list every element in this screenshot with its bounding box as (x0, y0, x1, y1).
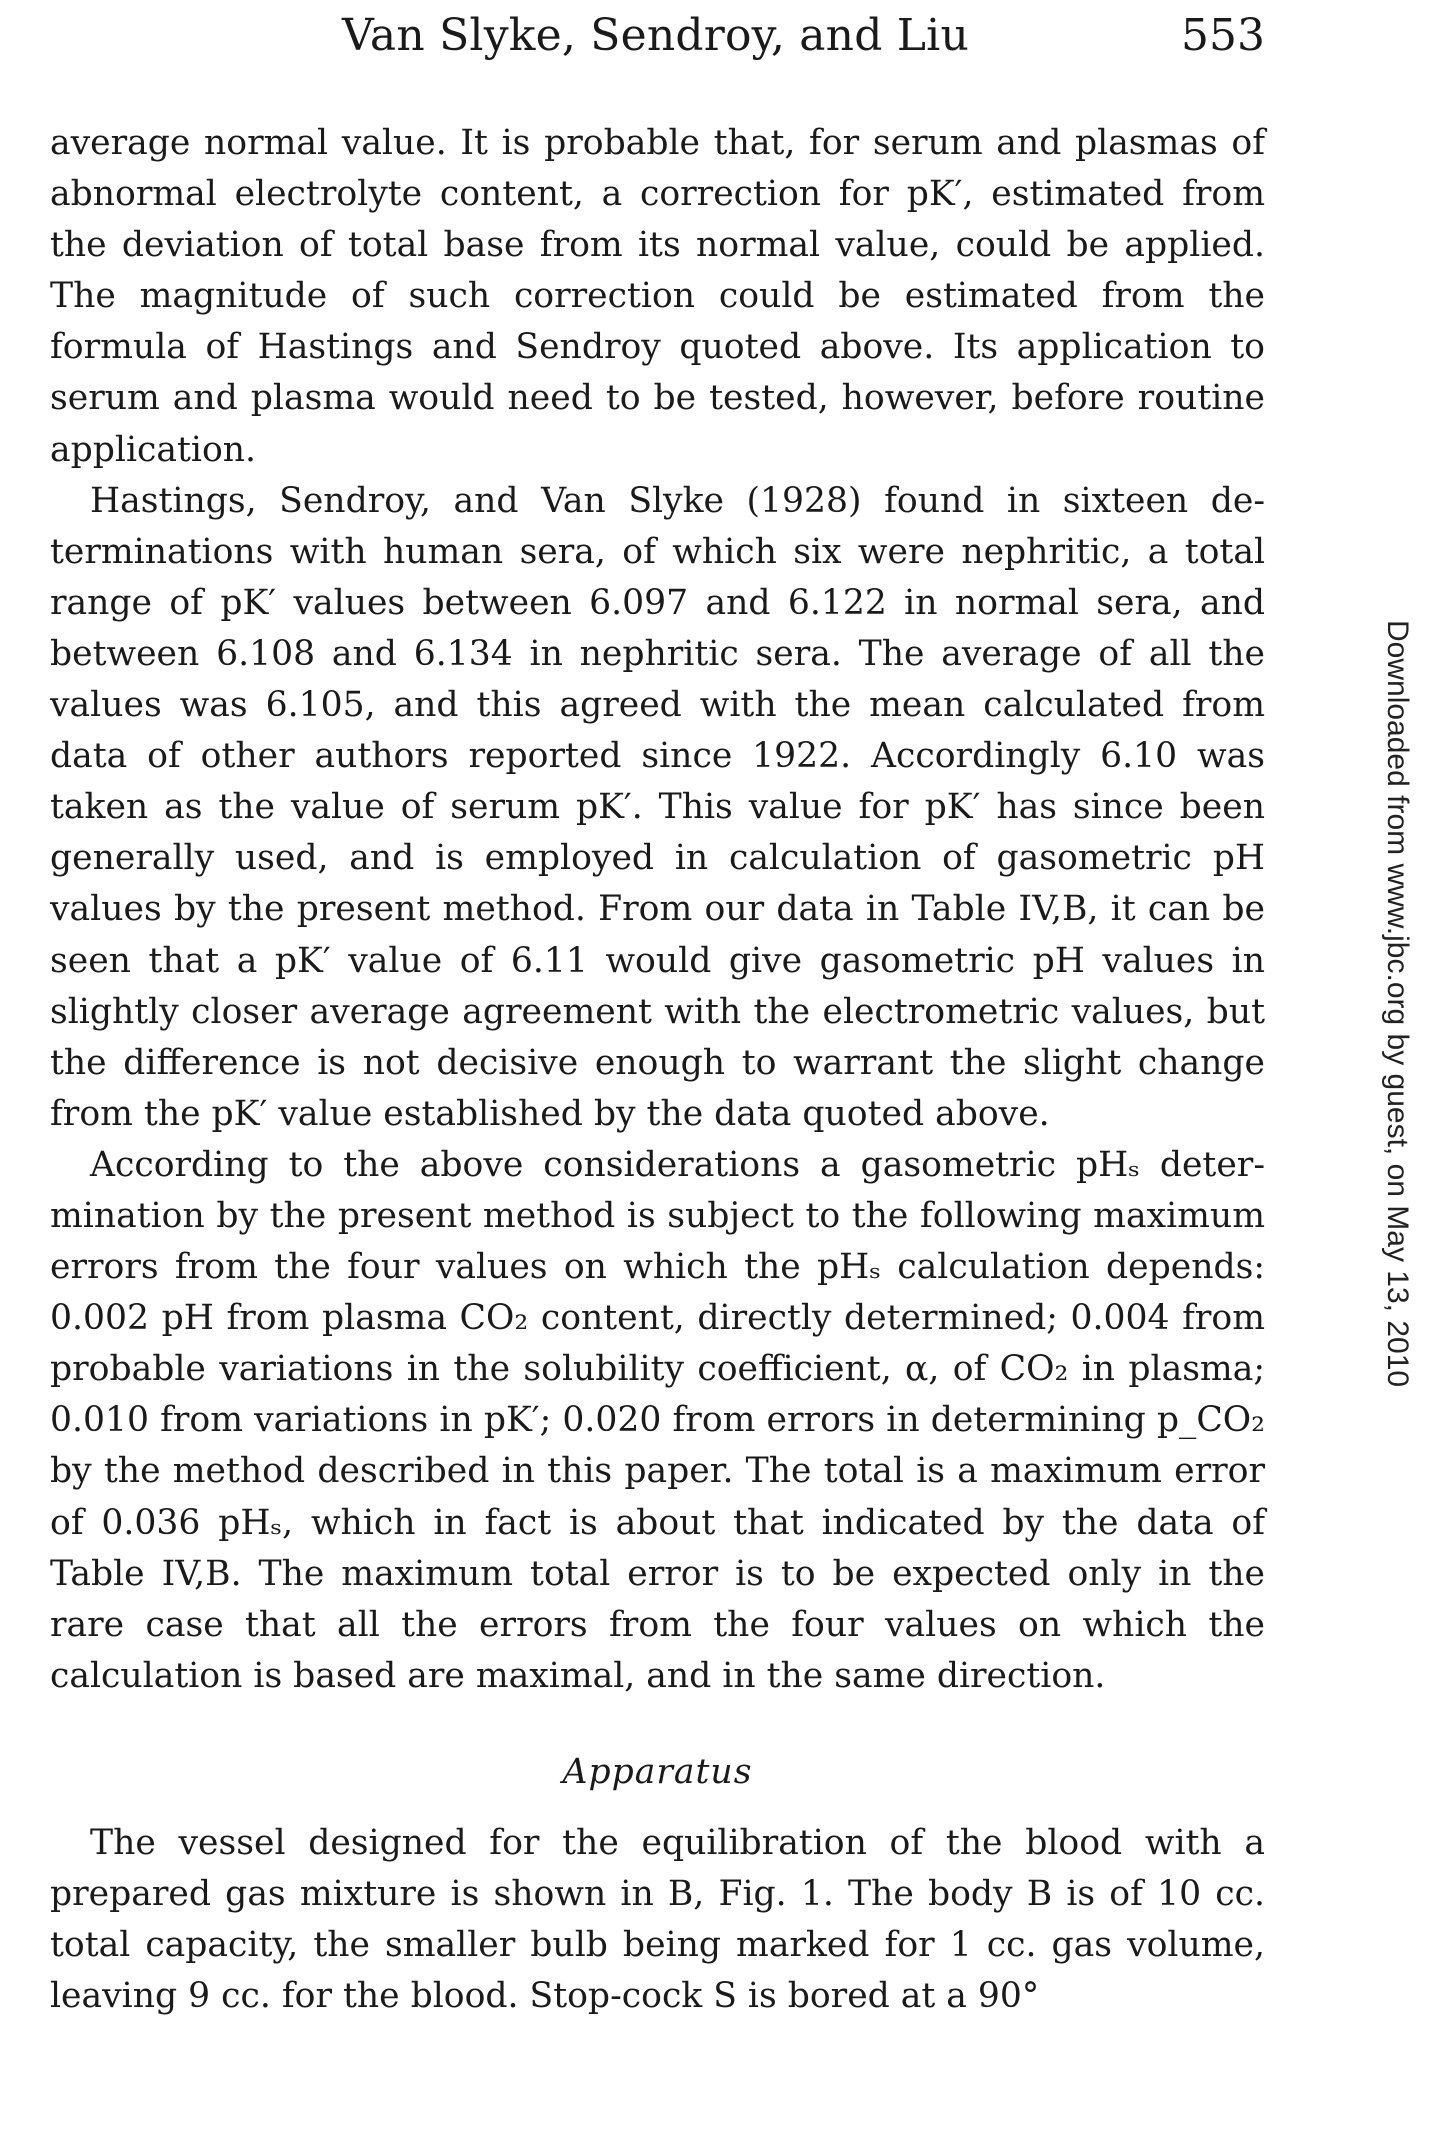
body-text (50, 118, 1265, 2022)
paragraph-continued: average normal value. It is probable that, for serum and plasmas of abnormal electrolyte content, a correction for pK′, estimated from the deviation of total base from its normal value, could be applied. The magnitude of such correction could be estimated from the formula of Hastings and Sendroy quoted above. Its application to serum and plasma would need to be tested, however, before routine application. (50, 123, 1265, 470)
page-header (50, 6, 1265, 66)
paragraph-pk-values: Hastings, Sendroy, and Van Slyke (1928) found in sixteen determinations with human sera, of which six were nephritic, a total range of pK′ values between 6.097 and 6.122 in normal sera, and between 6.108 and 6.134 in nephritic sera. The average of all the values was 6.105, and this agreed with the mean calculated from data of other authors reported since 1922. Accordingly 6.10 was taken as the value of serum pK′. This value for pK′ has since been generally used, and is employed in calculation of gasometric pH values by the present method. From our data in Table IV,B, it can be seen that a pK′ value of 6.11 would give gasometric pH values in slightly closer average agreement with the electrometric values, but the difference is not decisive enough to warrant the slight change from the pK′ value established by the data quoted above. (50, 480, 1265, 1134)
paragraph-apparatus: The vessel designed for the equilibration of the blood with a prepared gas mixture is shown in B, Fig. 1. The body B is of 10 cc. total capacity, the smaller bulb being marked for 1 cc. gas volume, leaving 9 cc. for the blood. Stop-cock S is bored at a 90° (50, 1822, 1265, 2017)
download-watermark: Downloaded from www.jbc.org by guest, on May 13, 2010 (1381, 620, 1414, 1388)
paragraph-maximum-errors: According to the above considerations a gasometric pHₛ determination by the present method is subject to the following maximum errors from the four values on which the pHₛ calculation depends: 0.002 pH from plasma CO₂ content, directly determined; 0.004 from probable variations in the solubility coefficient, α, of CO₂ in plasma; 0.010 from variations in pK′; 0.020 from errors in determining p_CO₂ by the method described in this paper. The total is a maximum error of 0.036 pHₛ, which in fact is about that indicated by the data of Table IV,B. The maximum total error is to be expected only in the rare case that all the errors from the four values on which the calculation is based are maximal, and in the same direction. (50, 1144, 1265, 1696)
journal-page (50, 0, 1265, 2136)
running-head: Van Slyke, Sendroy, and Liu (342, 10, 969, 61)
page-number: 553 (1181, 10, 1265, 61)
section-heading-apparatus: Apparatus (562, 1751, 753, 1792)
